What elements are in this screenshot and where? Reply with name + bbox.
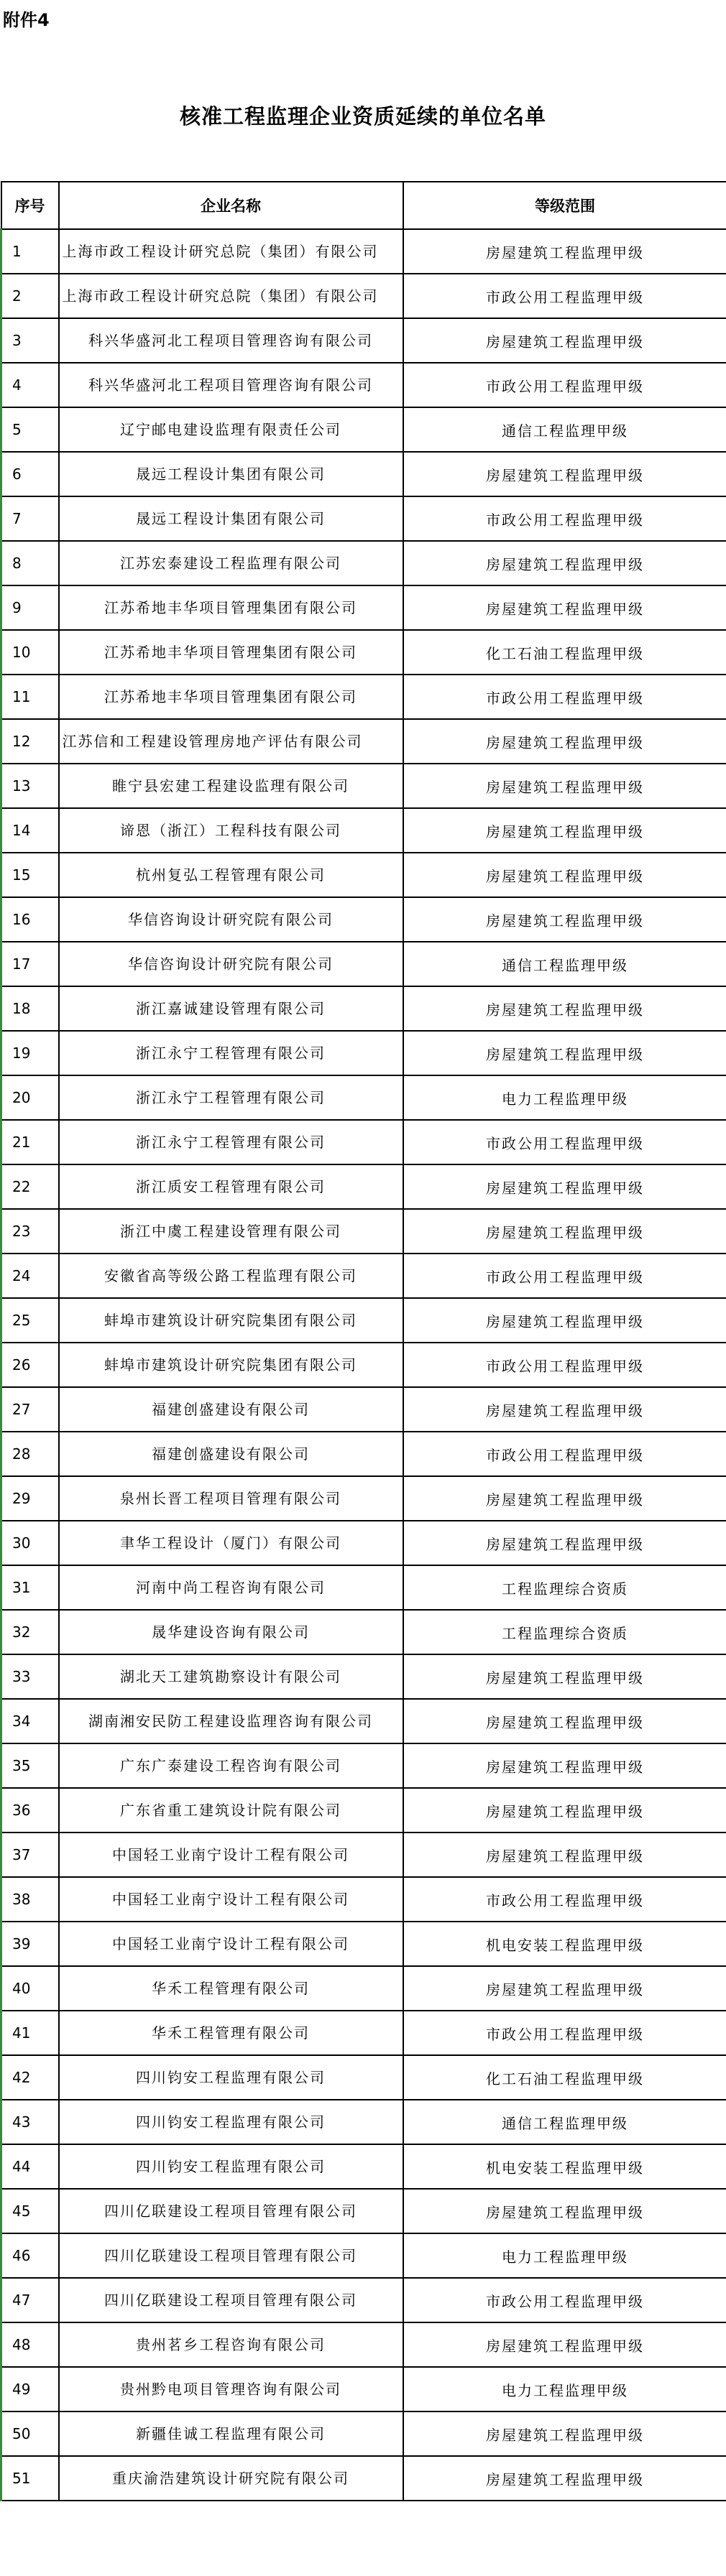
table-row — [1, 764, 726, 808]
qualification-grade: 机电安装工程监理甲级 — [403, 1922, 726, 1966]
qualification-grade: 通信工程监理甲级 — [403, 2100, 726, 2144]
company-name: 浙江质安工程管理有限公司 — [59, 1164, 403, 1209]
table-row — [1, 229, 726, 274]
company-name: 贵州茗乡工程咨询有限公司 — [59, 2322, 403, 2367]
table-row — [1, 1654, 726, 1699]
company-name: 科兴华盛河北工程项目管理咨询有限公司 — [59, 318, 403, 363]
company-table — [0, 181, 726, 2501]
company-name: 江苏希地丰华项目管理集团有限公司 — [59, 585, 403, 630]
qualification-grade: 市政公用工程监理甲级 — [403, 496, 726, 541]
table-row — [1, 1922, 726, 1966]
company-name: 河南中尚工程咨询有限公司 — [59, 1565, 403, 1610]
company-name: 贵州黔电项目管理咨询有限公司 — [59, 2367, 403, 2411]
row-number: 40 — [1, 1966, 59, 2011]
table-row — [1, 1343, 726, 1387]
row-number: 5 — [1, 407, 59, 452]
qualification-grade: 市政公用工程监理甲级 — [403, 2278, 726, 2322]
table-row — [1, 1743, 726, 1788]
qualification-grade: 房屋建筑工程监理甲级 — [403, 764, 726, 808]
table-row — [1, 2411, 726, 2456]
row-number: 21 — [1, 1120, 59, 1164]
qualification-grade: 电力工程监理甲级 — [403, 1075, 726, 1120]
row-number: 47 — [1, 2278, 59, 2322]
table-row — [1, 1298, 726, 1343]
qualification-grade: 化工石油工程监理甲级 — [403, 630, 726, 675]
company-name: 湖北天工建筑勘察设计有限公司 — [59, 1654, 403, 1699]
table-row — [1, 2144, 726, 2189]
company-name: 重庆渝浩建筑设计研究院有限公司 — [59, 2456, 403, 2501]
row-number: 2 — [1, 274, 59, 318]
header-num: 序号 — [1, 182, 59, 229]
company-name: 江苏希地丰华项目管理集团有限公司 — [59, 675, 403, 719]
qualification-grade: 房屋建筑工程监理甲级 — [403, 1788, 726, 1833]
company-name: 晟远工程设计集团有限公司 — [59, 496, 403, 541]
company-name: 上海市政工程设计研究总院（集团）有限公司 — [59, 229, 403, 274]
row-number: 10 — [1, 630, 59, 675]
qualification-grade: 工程监理综合资质 — [403, 1565, 726, 1610]
qualification-grade: 房屋建筑工程监理甲级 — [403, 1298, 726, 1343]
row-number: 29 — [1, 1476, 59, 1521]
qualification-grade: 房屋建筑工程监理甲级 — [403, 1387, 726, 1432]
row-number: 33 — [1, 1654, 59, 1699]
company-name: 福建创盛建设有限公司 — [59, 1387, 403, 1432]
company-name: 上海市政工程设计研究总院（集团）有限公司 — [59, 274, 403, 318]
row-number: 49 — [1, 2367, 59, 2411]
qualification-grade: 房屋建筑工程监理甲级 — [403, 2189, 726, 2233]
row-number: 48 — [1, 2322, 59, 2367]
company-name: 聿华工程设计（厦门）有限公司 — [59, 1521, 403, 1565]
table-row — [1, 1075, 726, 1120]
company-name: 泉州长晋工程项目管理有限公司 — [59, 1476, 403, 1521]
qualification-grade: 市政公用工程监理甲级 — [403, 1877, 726, 1922]
row-number: 22 — [1, 1164, 59, 1209]
company-name: 四川亿联建设工程项目管理有限公司 — [59, 2278, 403, 2322]
qualification-grade: 房屋建筑工程监理甲级 — [403, 229, 726, 274]
row-number: 6 — [1, 452, 59, 496]
company-name: 中国轻工业南宁设计工程有限公司 — [59, 1833, 403, 1877]
qualification-grade: 房屋建筑工程监理甲级 — [403, 853, 726, 897]
row-number: 9 — [1, 585, 59, 630]
table-row — [1, 808, 726, 853]
company-name: 蚌埠市建筑设计研究院集团有限公司 — [59, 1343, 403, 1387]
qualification-grade: 机电安装工程监理甲级 — [403, 2144, 726, 2189]
row-number: 41 — [1, 2011, 59, 2055]
row-number: 7 — [1, 496, 59, 541]
qualification-grade: 市政公用工程监理甲级 — [403, 675, 726, 719]
company-name: 四川钧安工程监理有限公司 — [59, 2055, 403, 2100]
company-name: 华信咨询设计研究院有限公司 — [59, 897, 403, 942]
qualification-grade: 房屋建筑工程监理甲级 — [403, 452, 726, 496]
company-name: 四川亿联建设工程项目管理有限公司 — [59, 2233, 403, 2278]
table-row — [1, 496, 726, 541]
qualification-grade: 房屋建筑工程监理甲级 — [403, 719, 726, 764]
qualification-grade: 房屋建筑工程监理甲级 — [403, 986, 726, 1031]
company-name: 科兴华盛河北工程项目管理咨询有限公司 — [59, 363, 403, 407]
qualification-grade: 房屋建筑工程监理甲级 — [403, 1833, 726, 1877]
row-number: 18 — [1, 986, 59, 1031]
table-row — [1, 1521, 726, 1565]
table-row — [1, 1565, 726, 1610]
qualification-grade: 化工石油工程监理甲级 — [403, 2055, 726, 2100]
row-number: 44 — [1, 2144, 59, 2189]
table-row — [1, 1476, 726, 1521]
company-name: 四川钧安工程监理有限公司 — [59, 2144, 403, 2189]
row-number: 46 — [1, 2233, 59, 2278]
table-row — [1, 2189, 726, 2233]
row-number: 32 — [1, 1610, 59, 1654]
table-row — [1, 986, 726, 1031]
table-row — [1, 630, 726, 675]
qualification-grade: 房屋建筑工程监理甲级 — [403, 1654, 726, 1699]
qualification-grade: 通信工程监理甲级 — [403, 407, 726, 452]
qualification-grade: 房屋建筑工程监理甲级 — [403, 541, 726, 585]
qualification-grade: 房屋建筑工程监理甲级 — [403, 1966, 726, 2011]
row-number: 39 — [1, 1922, 59, 1966]
row-number: 8 — [1, 541, 59, 585]
qualification-grade: 房屋建筑工程监理甲级 — [403, 1209, 726, 1254]
company-name: 浙江永宁工程管理有限公司 — [59, 1120, 403, 1164]
qualification-grade: 通信工程监理甲级 — [403, 942, 726, 986]
qualification-grade: 房屋建筑工程监理甲级 — [403, 2456, 726, 2501]
qualification-grade: 房屋建筑工程监理甲级 — [403, 1699, 726, 1743]
table-row — [1, 2322, 726, 2367]
company-name: 华禾工程管理有限公司 — [59, 2011, 403, 2055]
company-name: 睢宁县宏建工程建设监理有限公司 — [59, 764, 403, 808]
qualification-grade: 房屋建筑工程监理甲级 — [403, 1476, 726, 1521]
table-row — [1, 2233, 726, 2278]
qualification-grade: 房屋建筑工程监理甲级 — [403, 1164, 726, 1209]
qualification-grade: 电力工程监理甲级 — [403, 2233, 726, 2278]
company-name: 晟远工程设计集团有限公司 — [59, 452, 403, 496]
row-number: 23 — [1, 1209, 59, 1254]
table-row — [1, 1966, 726, 2011]
table-row — [1, 318, 726, 363]
table-row — [1, 2278, 726, 2322]
table-row — [1, 897, 726, 942]
qualification-grade: 市政公用工程监理甲级 — [403, 363, 726, 407]
qualification-grade: 房屋建筑工程监理甲级 — [403, 585, 726, 630]
row-number: 51 — [1, 2456, 59, 2501]
row-number: 37 — [1, 1833, 59, 1877]
company-name: 江苏信和工程建设管理房地产评估有限公司 — [59, 719, 403, 764]
table-row — [1, 2011, 726, 2055]
row-number: 27 — [1, 1387, 59, 1432]
qualification-grade: 电力工程监理甲级 — [403, 2367, 726, 2411]
company-name: 广东省重工建筑设计院有限公司 — [59, 1788, 403, 1833]
table-row — [1, 719, 726, 764]
row-number: 30 — [1, 1521, 59, 1565]
qualification-grade: 房屋建筑工程监理甲级 — [403, 2411, 726, 2456]
company-name: 中国轻工业南宁设计工程有限公司 — [59, 1922, 403, 1966]
table-row — [1, 274, 726, 318]
row-number: 45 — [1, 2189, 59, 2233]
company-name: 福建创盛建设有限公司 — [59, 1432, 403, 1476]
qualification-grade: 市政公用工程监理甲级 — [403, 274, 726, 318]
table-row — [1, 1877, 726, 1922]
row-number: 4 — [1, 363, 59, 407]
row-number: 17 — [1, 942, 59, 986]
company-name: 浙江中虞工程建设管理有限公司 — [59, 1209, 403, 1254]
company-name: 安徽省高等级公路工程监理有限公司 — [59, 1254, 403, 1298]
company-name: 谛恩（浙江）工程科技有限公司 — [59, 808, 403, 853]
table-row — [1, 1031, 726, 1075]
company-name: 广东广泰建设工程咨询有限公司 — [59, 1743, 403, 1788]
row-number: 38 — [1, 1877, 59, 1922]
row-number: 50 — [1, 2411, 59, 2456]
table-row — [1, 1432, 726, 1476]
table-row — [1, 452, 726, 496]
row-number: 3 — [1, 318, 59, 363]
table-row — [1, 1387, 726, 1432]
row-number: 36 — [1, 1788, 59, 1833]
row-number: 35 — [1, 1743, 59, 1788]
table-row — [1, 2367, 726, 2411]
table-row — [1, 1164, 726, 1209]
table-row — [1, 541, 726, 585]
row-number: 1 — [1, 229, 59, 274]
table-row — [1, 1788, 726, 1833]
row-number: 16 — [1, 897, 59, 942]
company-name: 浙江嘉诚建设管理有限公司 — [59, 986, 403, 1031]
table-row — [1, 407, 726, 452]
company-name: 晟华建设咨询有限公司 — [59, 1610, 403, 1654]
company-name: 新疆佳诚工程监理有限公司 — [59, 2411, 403, 2456]
row-number: 15 — [1, 853, 59, 897]
table-row — [1, 585, 726, 630]
row-number: 11 — [1, 675, 59, 719]
table-row — [1, 853, 726, 897]
row-number: 19 — [1, 1031, 59, 1075]
qualification-grade: 市政公用工程监理甲级 — [403, 1120, 726, 1164]
qualification-grade: 市政公用工程监理甲级 — [403, 1432, 726, 1476]
qualification-grade: 市政公用工程监理甲级 — [403, 2011, 726, 2055]
company-name: 江苏希地丰华项目管理集团有限公司 — [59, 630, 403, 675]
page-title: 核准工程监理企业资质延续的单位名单 — [179, 104, 546, 129]
table-row — [1, 2055, 726, 2100]
qualification-grade: 房屋建筑工程监理甲级 — [403, 2322, 726, 2367]
qualification-grade: 工程监理综合资质 — [403, 1610, 726, 1654]
row-number: 26 — [1, 1343, 59, 1387]
qualification-grade: 房屋建筑工程监理甲级 — [403, 1031, 726, 1075]
qualification-grade: 房屋建筑工程监理甲级 — [403, 318, 726, 363]
company-name: 杭州复弘工程管理有限公司 — [59, 853, 403, 897]
row-number: 28 — [1, 1432, 59, 1476]
company-name: 四川亿联建设工程项目管理有限公司 — [59, 2189, 403, 2233]
qualification-grade: 市政公用工程监理甲级 — [403, 1343, 726, 1387]
company-name: 江苏宏泰建设工程监理有限公司 — [59, 541, 403, 585]
company-name: 四川钧安工程监理有限公司 — [59, 2100, 403, 2144]
table-row — [1, 1610, 726, 1654]
qualification-grade: 房屋建筑工程监理甲级 — [403, 1521, 726, 1565]
attachment-label: 附件4 — [3, 10, 50, 30]
table-row — [1, 1833, 726, 1877]
row-number: 31 — [1, 1565, 59, 1610]
table-row — [1, 1120, 726, 1164]
company-name: 华信咨询设计研究院有限公司 — [59, 942, 403, 986]
row-number: 24 — [1, 1254, 59, 1298]
company-name: 辽宁邮电建设监理有限责任公司 — [59, 407, 403, 452]
company-name: 中国轻工业南宁设计工程有限公司 — [59, 1877, 403, 1922]
row-number: 20 — [1, 1075, 59, 1120]
qualification-grade: 房屋建筑工程监理甲级 — [403, 897, 726, 942]
qualification-grade: 房屋建筑工程监理甲级 — [403, 1743, 726, 1788]
row-number: 14 — [1, 808, 59, 853]
table-row — [1, 675, 726, 719]
table-row — [1, 1209, 726, 1254]
table-row — [1, 1254, 726, 1298]
header-grade: 等级范围 — [403, 182, 726, 229]
qualification-grade: 房屋建筑工程监理甲级 — [403, 808, 726, 853]
qualification-grade: 市政公用工程监理甲级 — [403, 1254, 726, 1298]
table-row — [1, 2456, 726, 2501]
table-header-row — [1, 182, 726, 229]
row-number: 42 — [1, 2055, 59, 2100]
row-number: 12 — [1, 719, 59, 764]
row-number: 13 — [1, 764, 59, 808]
row-number: 34 — [1, 1699, 59, 1743]
header-name: 企业名称 — [59, 182, 403, 229]
company-name: 湖南湘安民防工程建设监理咨询有限公司 — [59, 1699, 403, 1743]
row-number: 25 — [1, 1298, 59, 1343]
company-name: 华禾工程管理有限公司 — [59, 1966, 403, 2011]
table-row — [1, 1699, 726, 1743]
table-row — [1, 942, 726, 986]
table-row — [1, 363, 726, 407]
company-name: 浙江永宁工程管理有限公司 — [59, 1031, 403, 1075]
table-row — [1, 2100, 726, 2144]
company-name: 浙江永宁工程管理有限公司 — [59, 1075, 403, 1120]
row-number: 43 — [1, 2100, 59, 2144]
company-name: 蚌埠市建筑设计研究院集团有限公司 — [59, 1298, 403, 1343]
